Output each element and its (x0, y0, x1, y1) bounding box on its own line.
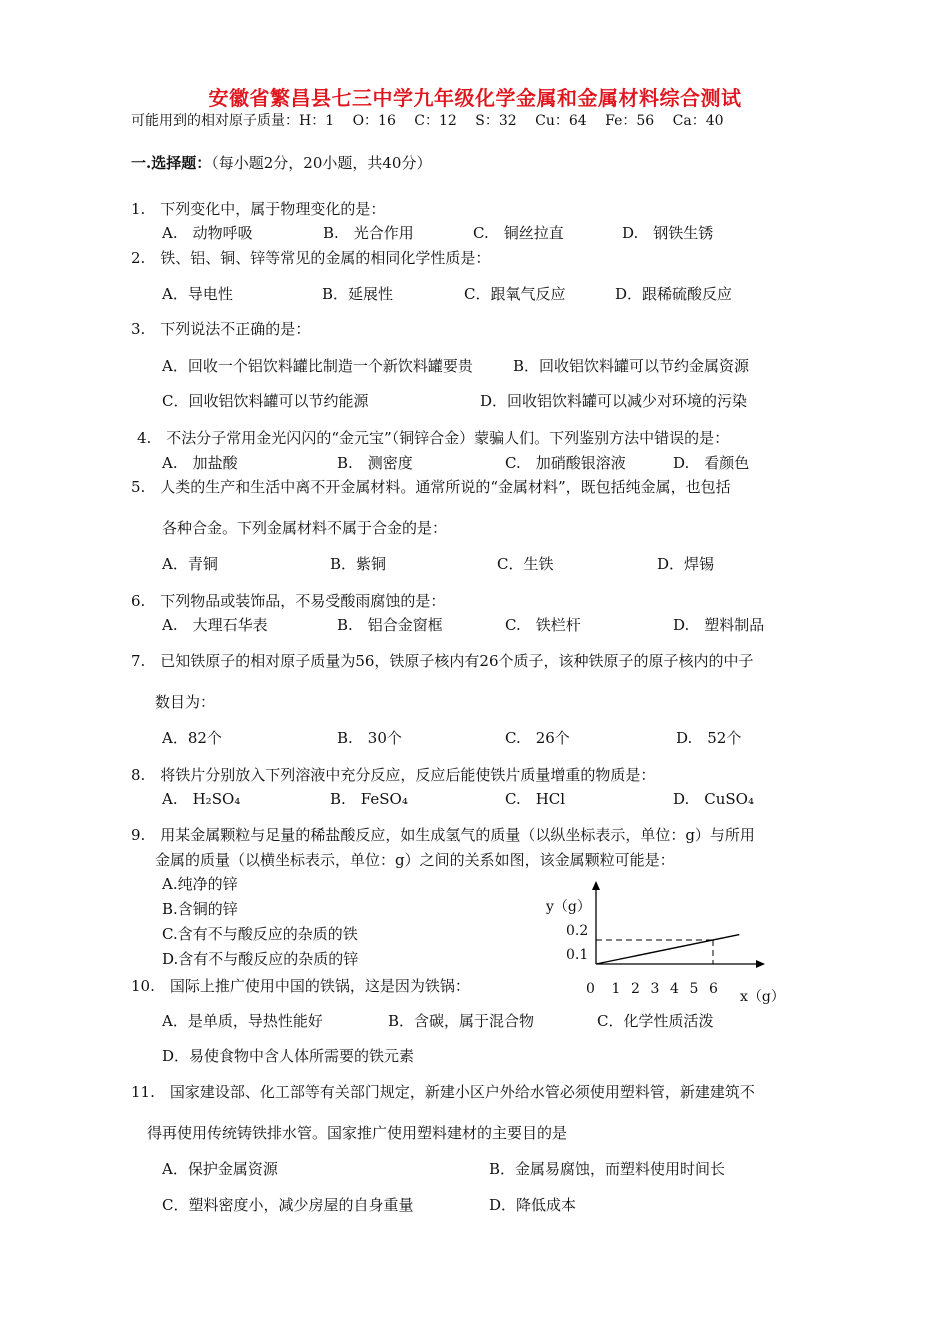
q2-option-a[interactable]: A．导电性 (162, 285, 233, 303)
q6-option-a[interactable]: A. 大理石华表 (162, 616, 268, 634)
q11-option-c[interactable]: C．塑料密度小，减少房屋的自身重量 (162, 1196, 414, 1214)
q9-option-c[interactable]: C.含有不与酸反应的杂质的铁 (162, 925, 358, 943)
q9-option-d[interactable]: D.含有不与酸反应的杂质的锌 (162, 950, 359, 968)
q10-option-d[interactable]: D．易使食物中含人体所需要的铁元素 (162, 1047, 415, 1065)
q1-option-a[interactable]: A. 动物呼吸 (162, 224, 253, 242)
q3-option-d[interactable]: D．回收铝饮料罐可以减少对环境的污染 (480, 392, 748, 410)
atomic-masses: 可能用到的相对原子质量：H：1 O：16 C：12 S：32 Cu：64 Fe：56 Ca：40 (131, 113, 724, 129)
question-1-stem: 1. 下列变化中，属于物理变化的是： (131, 200, 386, 218)
q1-option-c[interactable]: C. 铜丝拉直 (473, 224, 564, 242)
x-tick-label-2: 2 (631, 981, 640, 997)
q4-option-b[interactable]: B. 测密度 (337, 454, 413, 472)
q3-option-b[interactable]: B．回收铝饮料罐可以节约金属资源 (513, 357, 750, 375)
q5-option-a[interactable]: A．青铜 (162, 555, 218, 573)
x-tick-label-4: 4 (670, 981, 679, 997)
q6-option-c[interactable]: C. 铁栏杆 (505, 616, 581, 634)
q2-option-c[interactable]: C．跟氧气反应 (464, 285, 566, 303)
question-10-stem: 10. 国际上推广使用中国的铁锅，这是因为铁锅： (131, 977, 470, 995)
section-title: 一.选择题： (131, 154, 212, 172)
data-line (596, 935, 739, 964)
question-4-stem: 4. 不法分子常用金光闪闪的“金元宝”（铜锌合金）蒙骗人们。下列鉴别方法中错误的是： (137, 429, 730, 447)
q3-option-c[interactable]: C．回收铝饮料罐可以节约能源 (162, 392, 369, 410)
q5-option-d[interactable]: D．焊锡 (657, 555, 715, 573)
x-tick-label-1: 1 (611, 981, 621, 997)
q9-option-b[interactable]: B.含铜的锌 (162, 900, 238, 918)
page-title: 安徽省繁昌县七三中学九年级化学金属和金属材料综合测试 (208, 86, 742, 110)
question-5-stem-cont: 各种合金。下列金属材料不属于合金的是： (162, 519, 448, 537)
q10-option-a[interactable]: A．是单质，导热性能好 (162, 1012, 323, 1030)
q5-option-c[interactable]: C．生铁 (497, 555, 554, 573)
q10-option-b[interactable]: B．含碳，属于混合物 (388, 1012, 535, 1030)
y-axis-label: y（g） (546, 899, 591, 915)
q11-option-d[interactable]: D．降低成本 (489, 1196, 577, 1214)
y-tick-label-0: 0.2 (566, 923, 589, 939)
q10-option-c[interactable]: C．化学性质活泼 (597, 1012, 714, 1030)
x-axis-arrow (756, 960, 765, 968)
x-axis-label: x（g） (740, 989, 785, 1005)
q11-option-b[interactable]: B．金属易腐蚀，而塑料使用时间长 (489, 1160, 726, 1178)
question-5-stem: 5. 人类的生产和生活中离不开金属材料。通常所说的“金属材料”，既包括纯金属，也包括 (131, 478, 731, 496)
question-8-stem: 8. 将铁片分别放入下列溶液中充分反应，反应后能使铁片质量增重的物质是： (131, 766, 656, 784)
q9-option-a[interactable]: A.纯净的锌 (162, 875, 238, 893)
question-3-stem: 3. 下列说法不正确的是： (131, 320, 311, 338)
y-tick-label-1: 0.1 (566, 947, 589, 963)
q7-option-b[interactable]: B. 30个 (337, 729, 402, 747)
question-11-stem: 11. 国家建设部、化工部等有关部门规定，新建小区户外给水管必须使用塑料管，新建建筑不 (131, 1083, 755, 1101)
q4-option-a[interactable]: A. 加盐酸 (162, 454, 238, 472)
question-9-stem: 9. 用某金属颗粒与足量的稀盐酸反应，如生成氢气的质量（以纵坐标表示，单位：g）与所用 (131, 826, 755, 844)
question-11-stem-cont: 得再使用传统铸铁排水管。国家推广使用塑料建材的主要目的是 (147, 1124, 568, 1142)
q4-option-c[interactable]: C. 加硝酸银溶液 (505, 454, 626, 472)
q7-option-a[interactable]: A．82个 (162, 729, 222, 747)
q8-option-b[interactable]: B. FeSO₄ (330, 790, 408, 808)
q8-option-c[interactable]: C. HCl (505, 790, 566, 808)
q4-option-d[interactable]: D. 看颜色 (673, 454, 750, 472)
q7-option-d[interactable]: D. 52个 (676, 729, 742, 747)
q8-option-a[interactable]: A. H₂SO₄ (162, 790, 241, 808)
q5-option-b[interactable]: B．紫铜 (330, 555, 387, 573)
x-tick-label-5: 5 (689, 981, 699, 997)
section-note: （每小题2分，20小题，共40分） (211, 154, 432, 172)
q11-option-a[interactable]: A．保护金属资源 (162, 1160, 278, 1178)
q8-option-d[interactable]: D. CuSO₄ (673, 790, 754, 808)
question-6-stem: 6. 下列物品或装饰品，不易受酸雨腐蚀的是： (131, 592, 446, 610)
x-tick-label-0: 0 (586, 981, 595, 997)
question-2-stem: 2. 铁、铝、铜、锌等常见的金属的相同化学性质是： (131, 249, 491, 267)
question-9-stem-cont: 金属的质量（以横坐标表示，单位：g）之间的关系如图，该金属颗粒可能是： (155, 851, 675, 869)
q3-option-a[interactable]: A．回收一个铝饮料罐比制造一个新饮料罐要贵 (162, 357, 473, 375)
y-axis-arrow (592, 881, 600, 890)
q6-option-b[interactable]: B. 铝合金窗框 (337, 616, 443, 634)
q6-option-d[interactable]: D. 塑料制品 (673, 616, 765, 634)
q1-option-d[interactable]: D. 钢铁生锈 (622, 224, 714, 242)
x-tick-label-3: 3 (650, 981, 660, 997)
q7-option-c[interactable]: C. 26个 (505, 729, 570, 747)
q2-option-b[interactable]: B．延展性 (322, 285, 394, 303)
section-heading (131, 152, 431, 173)
question-7-stem-cont: 数目为： (155, 693, 216, 711)
q1-option-b[interactable]: B. 光合作用 (323, 224, 414, 242)
question-7-stem: 7. 已知铁原子的相对原子质量为56，铁原子核内有26个质子，该种铁原子的原子核内的中子 (131, 652, 754, 670)
x-tick-label-6: 6 (709, 981, 718, 997)
q2-option-d[interactable]: D．跟稀硫酸反应 (615, 285, 733, 303)
